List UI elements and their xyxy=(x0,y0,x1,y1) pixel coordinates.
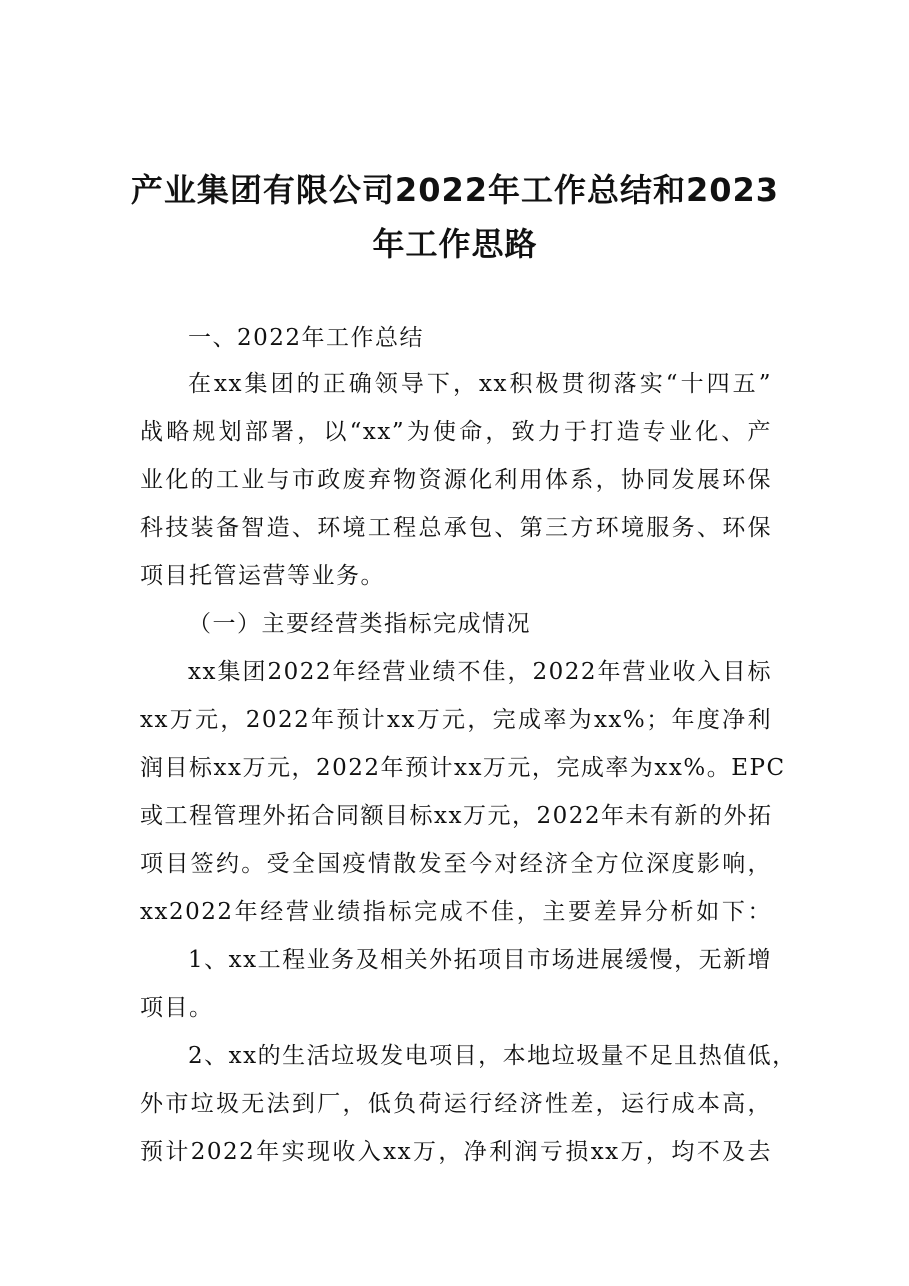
paragraph-line: 项目托管运营等业务。 xyxy=(140,563,385,589)
paragraph-line: 或工程管理外拓合同额目标xx万元，2022年未有新的外拓 xyxy=(140,803,773,829)
paragraph-line: 业化的工业与市政废弃物资源化利用体系，协同发展环保 xyxy=(140,467,772,493)
paragraph-line: 在xx集团的正确领导下，xx积极贯彻落实“十四五” xyxy=(188,371,772,397)
list-item-line: 1、xx工程业务及相关外拓项目市场进展缓慢，无新增 xyxy=(188,947,773,973)
list-item-line: 预计2022年实现收入xx万，净利润亏损xx万，均不及去 xyxy=(140,1139,772,1165)
subsection-heading: （一）主要经营类指标完成情况 xyxy=(188,611,531,637)
document-title-line-2: 年工作思路 xyxy=(372,225,538,263)
document-title-line-1: 产业集团有限公司2022年工作总结和2023 xyxy=(130,171,780,209)
section-heading: 一、2022年工作总结 xyxy=(188,325,425,351)
list-item-line: 项目。 xyxy=(140,995,214,1021)
paragraph-line: xx万元，2022年预计xx万元，完成率为xx%；年度净利 xyxy=(140,707,772,733)
paragraph-line: 战略规划部署，以“xx”为使命，致力于打造专业化、产 xyxy=(140,419,772,445)
paragraph-line: xx2022年经营业绩指标完成不佳，主要差异分析如下： xyxy=(140,899,772,925)
paragraph-line: 科技装备智造、环境工程总承包、第三方环境服务、环保 xyxy=(140,515,772,541)
list-item-line: 外市垃圾无法到厂，低负荷运行经济性差，运行成本高， xyxy=(140,1091,772,1117)
paragraph-line: 项目签约。受全国疫情散发至今对经济全方位深度影响， xyxy=(140,851,772,877)
paragraph-line: 润目标xx万元，2022年预计xx万元，完成率为xx%。EPC xyxy=(140,755,786,781)
paragraph-line: xx集团2022年经营业绩不佳，2022年营业收入目标 xyxy=(188,659,772,685)
list-item-line: 2、xx的生活垃圾发电项目，本地垃圾量不足且热值低， xyxy=(188,1043,797,1069)
